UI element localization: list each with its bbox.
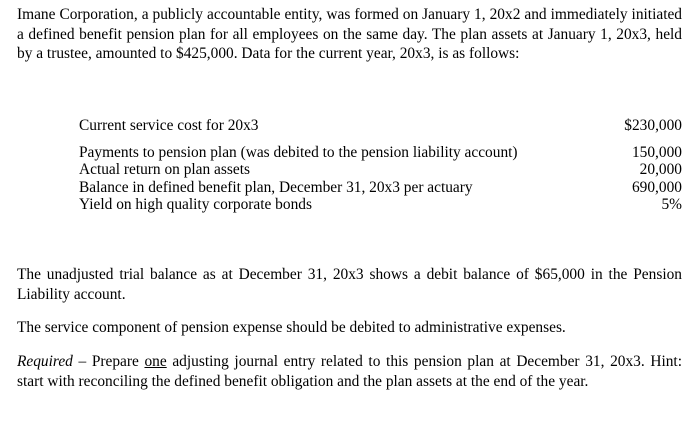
data-label: Balance in defined benefit plan, December 31, 20x3 per actuary — [79, 178, 473, 196]
data-row-actual-return — [79, 161, 682, 178]
required-dash: – Prepare — [72, 353, 145, 370]
pension-data-table — [79, 117, 682, 213]
data-value: 150,000 — [631, 144, 682, 162]
service-component-paragraph: The service component of pension expense should be debited to administrative expenses. — [17, 319, 566, 336]
data-label: Payments to pension plan (was debited to the pension liability account) — [79, 144, 518, 162]
data-value: 690,000 — [631, 178, 682, 196]
data-row-service-cost — [79, 117, 682, 134]
required-text: adjusting journal entry related to this pension plan at December 31, 20x3. Hint: start with reconciling the defined benefit obligation and the plan assets at the end of the year. — [17, 353, 682, 390]
data-label: Yield on high quality corporate bonds — [79, 195, 312, 213]
data-value: 5% — [661, 195, 682, 213]
data-row-payments — [79, 144, 682, 161]
data-row-dbo-balance — [79, 179, 682, 196]
data-label: Current service cost for 20x3 — [79, 117, 259, 134]
data-row-bond-yield — [79, 196, 682, 213]
trial-balance-paragraph: The unadjusted trial balance as at December 31, 20x3 shows a debit balance of $65,000 in the Pension Liability account. — [17, 266, 682, 303]
data-value: $230,000 — [624, 117, 682, 134]
table-spacer — [79, 134, 682, 144]
required-heading: Required — [17, 353, 73, 370]
required-paragraph — [17, 352, 682, 391]
data-label: Actual return on plan assets — [79, 161, 250, 179]
intro-paragraph: Imane Corporation, a publicly accountable entity, was formed on January 1, 20x2 and immediately initiated a defined benefit pension plan for all employees on the same day. The plan assets at January 1, 20x3, held by a trustee, amounted to $425,000. Data for the current year, 20x3, is as follows: — [17, 6, 682, 62]
data-value: 20,000 — [639, 161, 682, 179]
required-emphasis: one — [144, 353, 167, 370]
